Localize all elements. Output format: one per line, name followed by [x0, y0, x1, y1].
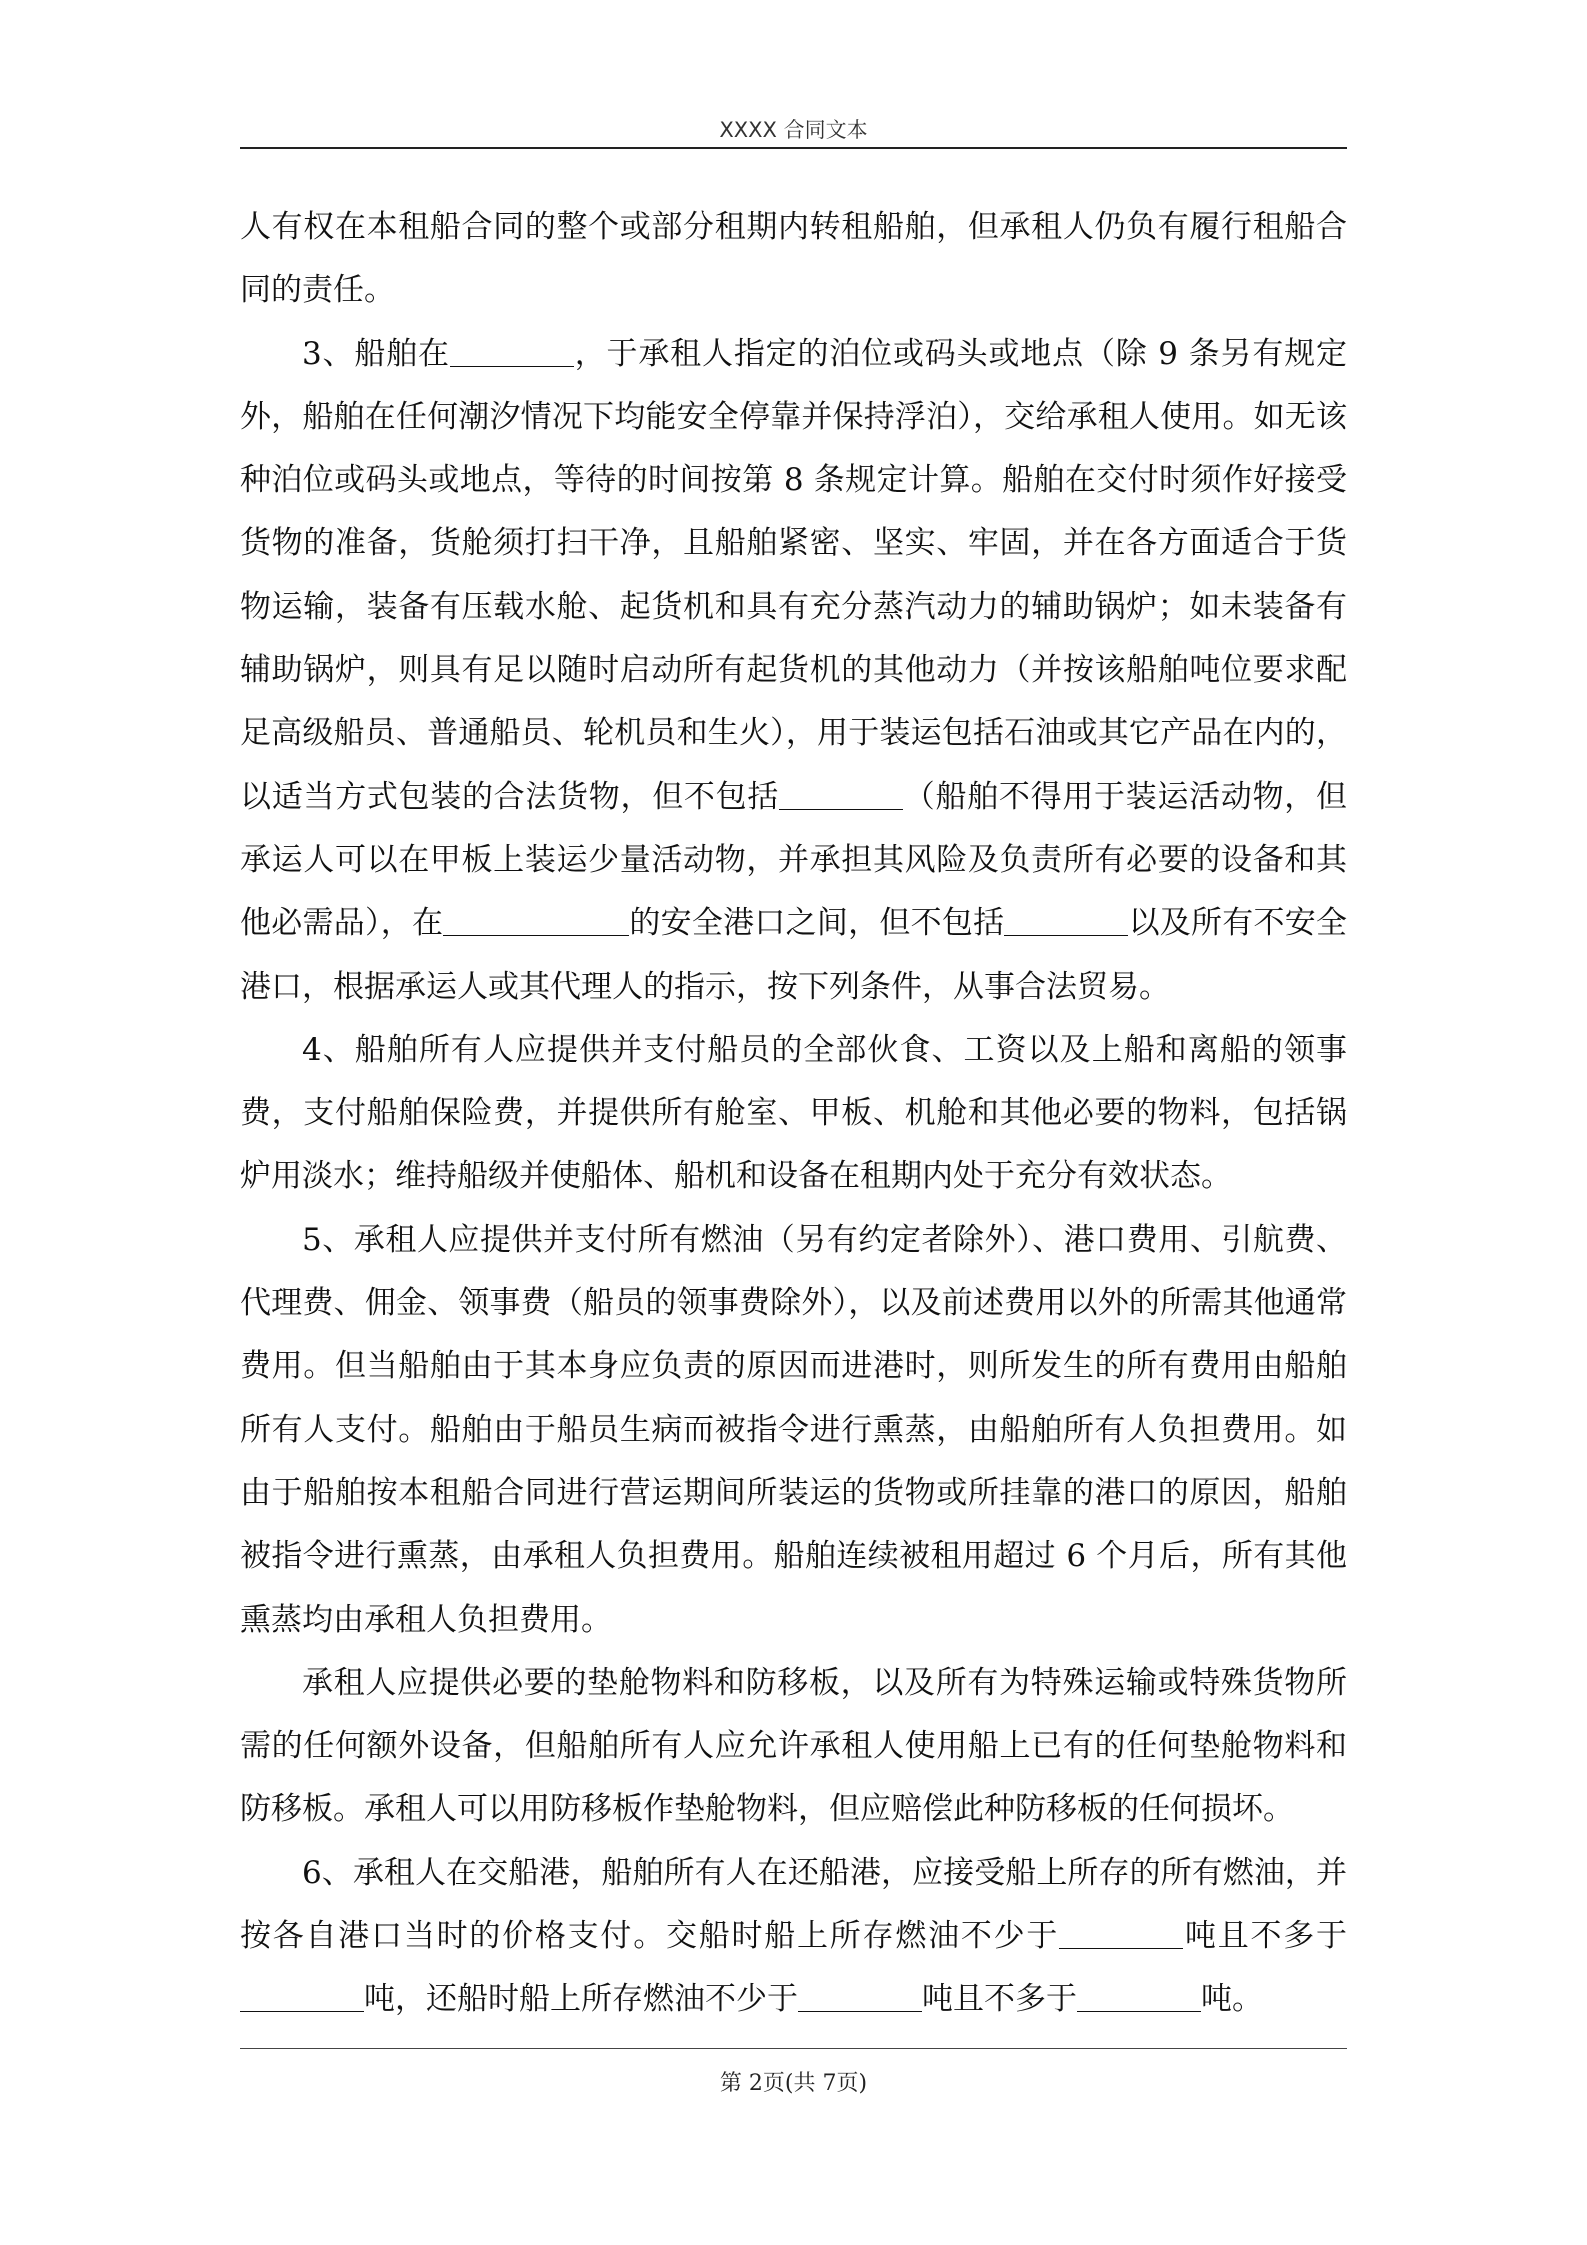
clause-3-text-d: 的安全港口之间，但不包括	[629, 905, 1005, 942]
blank-excluded-cargo	[779, 778, 903, 810]
blank-trading-area	[443, 904, 629, 936]
blank-delivery-fuel-max	[240, 1980, 364, 2012]
paragraph-clause-3	[240, 323, 1347, 1019]
clause-3-text-b: ，于承租人指定的泊位或码头或地点（除 9 条另有规定外，船舶在任何潮汐情况下均能安全停靠并保持浮泊），交给承租人使用。如无该种泊位或码头或地点，等待的时间按第 8 条规定计算。船舶在交付时须作好接受货物的准备，货舱须打扫干净，且船舶紧密、坚实、牢固，并在各方面适合于货物运输，装备有压载水舱、起货机和具有充分蒸汽动力的辅助锅炉；如未装备有辅助锅炉，则具有足以随时启动所有起货机的其他动力（并按该船舶吨位要求配足高级船员、普通船员、轮机员和生火），用于装运包括石油或其它产品在内的，以适当方式包装的合法货物，但不包括	[240, 335, 1347, 815]
paragraph-clause-4: 4、船舶所有人应提供并支付船员的全部伙食、工资以及上船和离船的领事费，支付船舶保险费，并提供所有舱室、甲板、机舱和其他必要的物料，包括锅炉用淡水；维持船级并使船体、船机和设备在租期内处于充分有效状态。	[240, 1031, 1347, 1195]
clause-3-text-c: （船舶不得用于装运活动物，但承运人可以在甲板上装运少量活动物，并承担其风险及负责所有必要的设备和其他必需品），在	[240, 778, 1348, 942]
clause-6-text-d: 吨且不多于	[922, 1981, 1077, 2018]
blank-delivery-fuel-min	[1059, 1917, 1183, 1949]
paragraph-clause-6	[240, 1842, 1347, 2032]
clause-6-text-a: 6、承租人在交船港，船舶所有人在还船港，应接受船上所存的所有燃油，并按各自港口当时的价格支付。交船时船上所存燃油不少于	[240, 1854, 1347, 1955]
blank-redelivery-fuel-max	[1077, 1980, 1201, 2012]
blank-redelivery-fuel-min	[798, 1980, 922, 2012]
clause-3-text-e: 以及所有不安全港口，根据承运人或其代理人的指示，按下列条件，从事合法贸易。	[240, 905, 1348, 1005]
blank-delivery-place	[450, 335, 574, 367]
clause-6-text-c: 吨，还船时船上所存燃油不少于	[364, 1981, 798, 2018]
contract-body	[240, 196, 1347, 2032]
blank-excluded-ports	[1004, 904, 1128, 936]
clause-6-text-e: 吨。	[1201, 1981, 1263, 2018]
footer-divider	[240, 2048, 1347, 2049]
paragraph-dunnage: 承租人应提供必要的垫舱物料和防移板，以及所有为特殊运输或特殊货物所需的任何额外设备，但船舶所有人应允许承租人使用船上已有的任何垫舱物料和防移板。承租人可以用防移板作垫舱物料，但应赔偿此种防移板的任何损坏。	[240, 1664, 1347, 1828]
header-divider	[240, 147, 1347, 149]
clause-3-text-a: 3、船舶在	[302, 335, 450, 372]
page-number: 第 2页(共 7页)	[719, 2071, 868, 2096]
paragraph-continuation: 人有权在本租船合同的整个或部分租期内转租船舶，但承租人仍负有履行租船合同的责任。	[240, 209, 1347, 309]
clause-6-text-b: 吨且不多于	[1183, 1918, 1348, 1955]
paragraph-clause-5: 5、承租人应提供并支付所有燃油（另有约定者除外）、港口费用、引航费、代理费、佣金、领事费（船员的领事费除外），以及前述费用以外的所需其他通常费用。但当船舶由于其本身应负责的原因而进港时，则所发生的所有费用由船舶所有人支付。船舶由于船员生病而被指令进行熏蒸，由船舶所有人负担费用。如由于船舶按本租船合同进行营运期间所装运的货物或所挂靠的港口的原因，船舶被指令进行熏蒸，由承租人负担费用。船舶连续被租用超过 6 个月后，所有其他熏蒸均由承租人负担费用。	[240, 1221, 1347, 1638]
header-title: XXXX 合同文本	[719, 118, 868, 142]
